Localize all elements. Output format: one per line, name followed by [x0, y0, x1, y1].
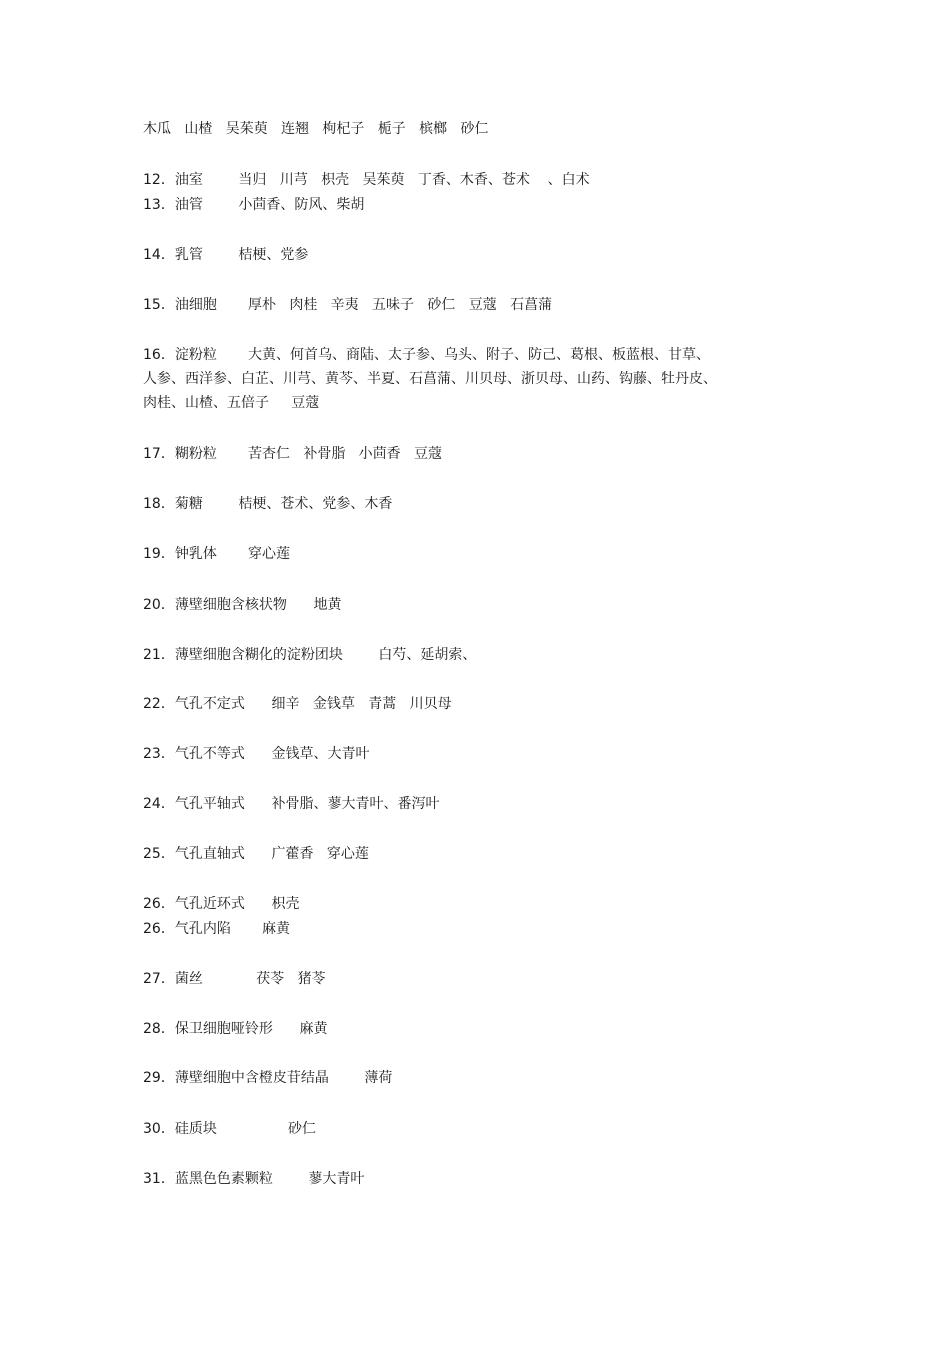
item-31: 31．蓝黑色色素颗粒 蓼大青叶	[143, 1171, 365, 1187]
item-16-starch-grain	[143, 343, 763, 415]
item-19-cystolith: 19．钟乳体 穿心莲	[143, 546, 290, 562]
text-line: 肉桂、山楂、五倍子 豆蔻	[143, 395, 320, 411]
item-24-stomata-paracytic: 24．气孔平轴式 补骨脂、蓼大青叶、番泻叶	[143, 796, 440, 812]
item-17-aleurone-grain: 17．糊粉粒 苦杏仁 补骨脂 小茴香 豆蔻	[143, 446, 443, 462]
item-28: 28．保卫细胞哑铃形 麻黄	[143, 1021, 328, 1037]
item-29: 29．薄壁细胞中含橙皮苷结晶 薄荷	[143, 1070, 393, 1086]
text-line: 木瓜 山楂 吴茱萸 连翘 枸杞子 栀子 槟榔 砂仁	[143, 121, 489, 137]
item-27-hyphae: 27．菌丝 茯苓 猪苓	[143, 971, 326, 987]
item-15-oil-cell: 15．油细胞 厚朴 肉桂 辛夷 五味子 砂仁 豆蔻 石菖蒲	[143, 297, 553, 313]
text-line: 人参、西洋参、白芷、川芎、黄芩、半夏、石菖蒲、川贝母、浙贝母、山药、钩藤、牡丹皮、	[143, 371, 717, 387]
item-13-oil-duct: 13．油管 小茴香、防风、柴胡	[143, 197, 365, 213]
item-23-stomata-anisocytic: 23．气孔不等式 金钱草、大青叶	[143, 746, 370, 762]
item-22-stomata-anomocytic: 22．气孔不定式 细辛 金钱草 青蒿 川贝母	[143, 696, 452, 712]
item-26-stomata-cyclocytic: 26．气孔近环式 枳壳	[143, 896, 300, 912]
item-12-oil-cavity: 12．油室 当归 川芎 枳壳 吴茱萸 丁香、木香、苍术 、白术	[143, 172, 590, 188]
item-14-laticifer: 14．乳管 桔梗、党参	[143, 247, 309, 263]
item-18-inulin: 18．菊糖 桔梗、苍术、党参、木香	[143, 496, 393, 512]
item-21: 21．薄壁细胞含糊化的淀粉团块 白芍、延胡索、	[143, 647, 477, 663]
item-30-silica-body: 30．硅质块 砂仁	[143, 1121, 317, 1137]
item-26-stomata-sunken: 26．气孔内陷 麻黄	[143, 921, 290, 937]
text-line: 16．淀粉粒 大黄、何首乌、商陆、太子参、乌头、附子、防己、葛根、板蓝根、甘草、	[143, 347, 710, 363]
item-20: 20．薄壁细胞含核状物 地黄	[143, 597, 342, 613]
item-25-stomata-diacytic: 25．气孔直轴式 广藿香 穿心莲	[143, 846, 369, 862]
